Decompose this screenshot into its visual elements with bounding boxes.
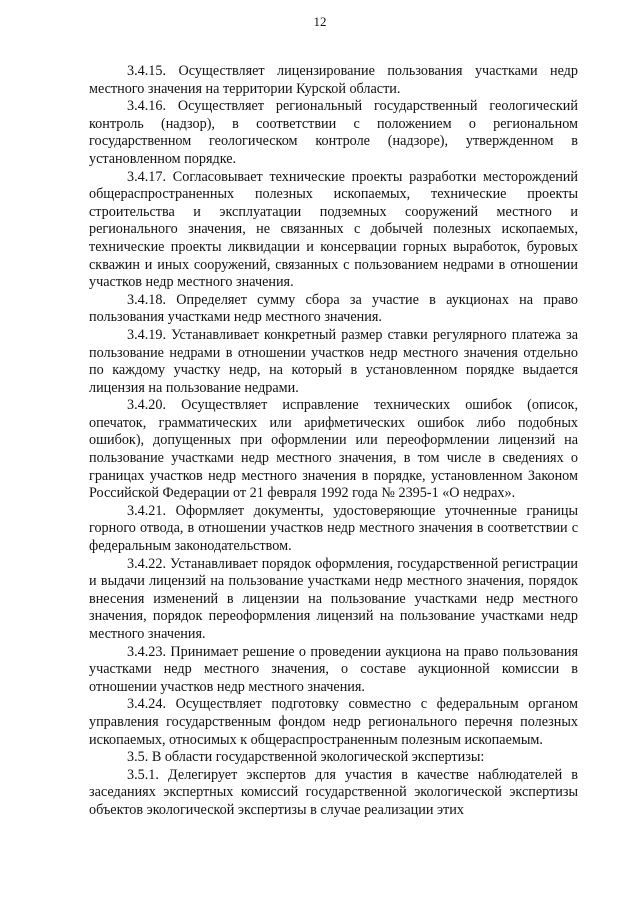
- paragraph-3-4-19: 3.4.19. Устанавливает конкретный размер ставки регулярного платежа за пользование недрами в отношении участков недр местного значения отдельно по каждому участку недр, на который в установленном порядке выдается лицензия на пользование недрами.: [89, 326, 578, 396]
- paragraph-3-4-15: 3.4.15. Осуществляет лицензирование пользования участками недр местного значения на территории Курской области.: [89, 63, 578, 97]
- document-body: [89, 63, 578, 820]
- paragraph-3-4-23: 3.4.23. Принимает решение о проведении аукциона на право пользования участками недр местного значения, о составе аукционной комиссии в отношении участков недр местного значения.: [89, 643, 578, 695]
- paragraph-3-5-1: 3.5.1. Делегирует экспертов для участия в качестве наблюдателей в заседаниях экспертных комиссий государственной экологической экспертизы объектов экологической экспертизы в случае реализации этих: [89, 766, 578, 818]
- paragraph-3-4-18: 3.4.18. Определяет сумму сбора за участие в аукционах на право пользования участками недр местного значения.: [89, 291, 578, 326]
- paragraph-3-4-20: 3.4.20. Осуществляет исправление технических ошибок (описок, опечаток, грамматических или арифметических ошибок либо подобных ошибок), допущенных при оформлении или переоформлении лицензий на пользование участками недр местного значения, в том числе в сведениях о границах участков недр местного значения в порядке, установленном Законом Российской Федерации от 21 февраля 1992 года № 2395-1 «О недрах».: [89, 397, 578, 502]
- paragraph-3-4-21: 3.4.21. Оформляет документы, удостоверяющие уточненные границы горного отвода, в отношении участков недр местного значения в соответствии с федеральным законодательством.: [89, 502, 578, 555]
- paragraph-3-4-16: 3.4.16. Осуществляет региональный государственный геологический контроль (надзор), в соответствии с положением о региональном государственном геологическом контроле (надзоре), утвержденном в установленном порядке.: [89, 98, 578, 167]
- paragraph-3-4-24: 3.4.24. Осуществляет подготовку совместно с федеральным органом управления государственным фондом недр регионального перечня полезных ископаемых, относимых к общераспространенным полезным ископаемым.: [89, 696, 578, 748]
- section-heading-3-5: 3.5. В области государственной экологической экспертизы:: [127, 749, 485, 766]
- paragraph-3-4-22: 3.4.22. Устанавливает порядок оформления, государственной регистрации и выдачи лицензий на пользование участками недр местного значения, порядок внесения изменений в лицензии на пользование участками недр местного значения, порядок переоформления лицензий на пользование участками недр местного значения.: [89, 555, 578, 642]
- page-number: 12: [313, 14, 327, 29]
- paragraph-3-4-17: 3.4.17. Согласовывает технические проекты разработки месторождений общераспространенных полезных ископаемых, технические проекты строительства и эксплуатации подземных сооружений местного и регионального значения, не связанных с добычей полезных ископаемых, технические проекты ликвидации и консервации горных выработок, буровых скважин и иных сооружений, связанных с пользованием недрами в отношении участков недр местного значения.: [89, 168, 578, 291]
